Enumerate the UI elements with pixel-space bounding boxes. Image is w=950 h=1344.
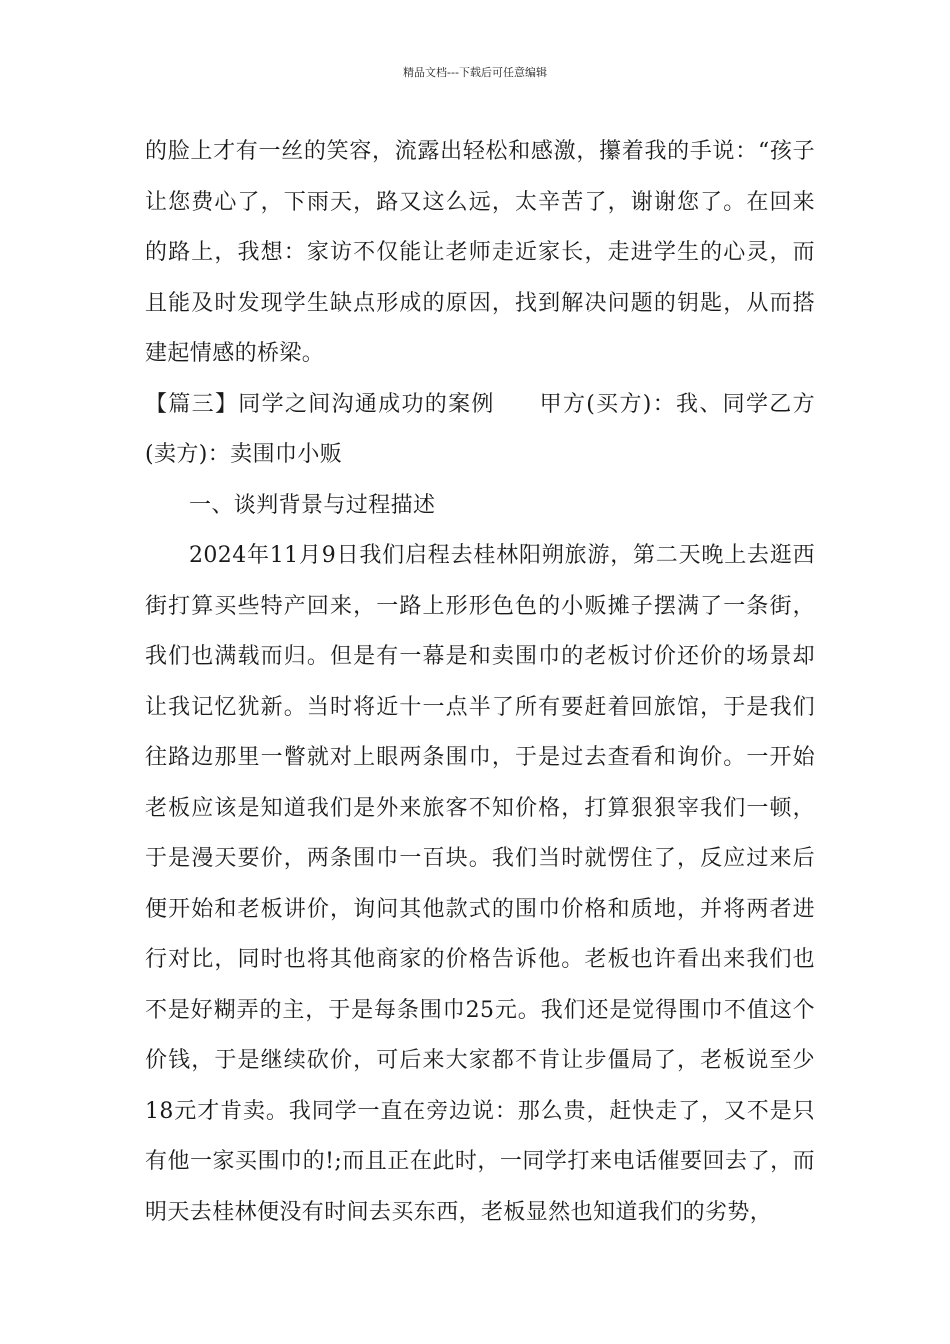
section-title: 【篇三】同学之间沟通成功的案例	[145, 391, 495, 417]
section-parties: 甲方(买方)：我、同学乙方(卖方)：卖围巾小贩	[145, 391, 815, 467]
paragraph-negotiation: 2024年11月9日我们启程去桂林阳朔旅游，第二天晚上去逛西街打算买些特产回来，一路上形形色色的小贩摊子摆满了一条街，我们也满载而归。但是有一幕是和卖围巾的老板讨价还价的场景却让我记忆犹新。当时将近十一点半了所有要赶着回旅馆，于是我们往路边那里一瞥就对上眼两条围巾，于是过去查看和询价。一开始老板应该是知道我们是外来旅客不知价格，打算狠狠宰我们一顿，于是漫天要价，两条围巾一百块。我们当时就愣住了，反应过来后便开始和老板讲价，询问其他款式的围巾价格和质地，并将两者进行对比，同时也将其他商家的价格告诉他。老板也许看出来我们也不是好糊弄的主，于是每条围巾25元。我们还是觉得围巾不值这个价钱，于是继续砍价，可后来大家都不肯让步僵局了，老板说至少18元才肯卖。我同学一直在旁边说：那么贵，赶快走了，又不是只有他一家买围巾的!;而且正在此时，一同学打来电话催要回去了，而明天去桂林便没有时间去买东西，老板显然也知道我们的劣势，	[145, 543, 815, 1225]
page-header: 精品文档---下载后可任意编辑	[403, 66, 547, 79]
section-heading	[145, 380, 815, 481]
document-body	[145, 127, 815, 1238]
subheading: 一、谈判背景与过程描述	[189, 492, 436, 518]
paragraph-home-visit: 的脸上才有一丝的笑容，流露出轻松和感激，攥着我的手说：“孩子让您费心了，下雨天，路又这么远，太辛苦了，谢谢您了。在回来的路上，我想：家访不仅能让老师走近家长，走进学生的心灵，而且能及时发现学生缺点形成的原因，找到解决问题的钥匙，从而搭建起情感的桥梁。	[145, 139, 815, 366]
